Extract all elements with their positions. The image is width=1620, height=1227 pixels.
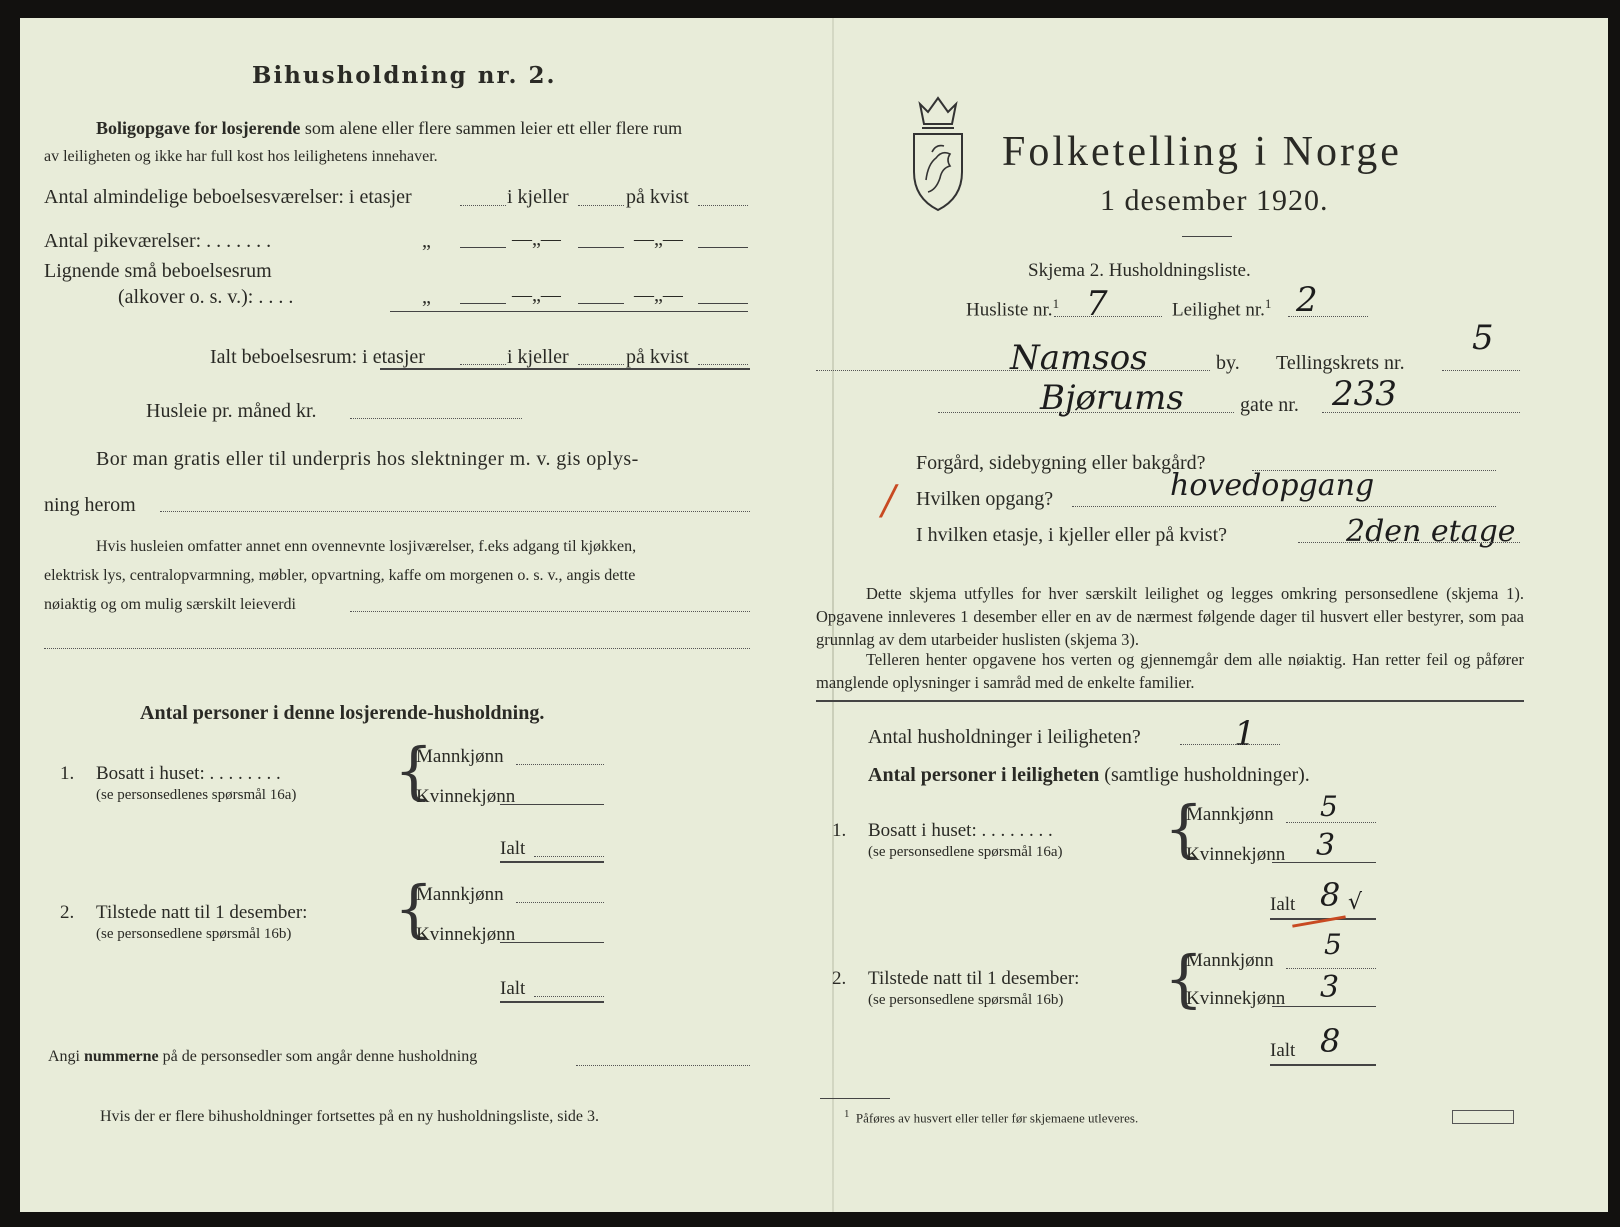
rooms-etasjer-field[interactable] <box>460 205 506 206</box>
etasje-value: 2den etage <box>1346 514 1516 549</box>
right-q2-mann-value: 5 <box>1324 928 1342 961</box>
left-q2-number: 2. <box>60 902 75 923</box>
right-q1-number: 1. <box>832 820 847 841</box>
etasje-label: I hvilken etasje, i kjeller eller på kvist? <box>916 524 1227 546</box>
pike-ditto: „ <box>422 230 431 252</box>
footnote-rule <box>820 1098 890 1099</box>
right-q2-kvinne-value: 3 <box>1320 970 1340 1005</box>
instructions-rule <box>816 700 1524 702</box>
right-q1-ialt-value: 8 <box>1320 876 1341 914</box>
left-q1-brace: { <box>394 734 434 807</box>
rooms-kvist-label: på kvist <box>626 186 689 208</box>
antal-hush-value: 1 <box>1234 714 1256 754</box>
coat-of-arms-icon <box>906 94 970 214</box>
forgard-label: Forgård, sidebygning eller bakgård? <box>916 452 1206 474</box>
lignende-ditto-3: —„— <box>634 284 683 306</box>
right-q2-brace: { <box>1164 942 1204 1015</box>
antal-pers-heading <box>868 764 1310 787</box>
left-footer: Hvis der er flere bihusholdninger fortsettes på en ny husholdningsliste, side 3. <box>100 1108 600 1125</box>
left-q1-number: 1. <box>60 763 75 784</box>
leieverdi-field-2[interactable] <box>44 648 750 649</box>
by-value: Namsos <box>1010 338 1148 378</box>
ialt-kjeller-label: i kjeller <box>507 346 569 368</box>
rooms-kjeller-label: i kjeller <box>507 186 569 208</box>
right-q1-kvinne-value: 3 <box>1316 828 1336 863</box>
husliste-label: Husliste nr.$^1$ <box>966 296 1060 321</box>
instructions-paragraph-1: Dette skjema utfylles for hver særskilt leilighet og legges omkring personsedlene (skjema 1). Opgavene innleveres 1 desember eller en av de nærmest følgende dager til husvert eller bestyrer, som paa grunnlag av dem utarbeider huslisten (skjema 3). <box>816 584 1524 649</box>
left-q2-ialt-field[interactable] <box>534 996 604 997</box>
right-q2-sub: (se personsedlene spørsmål 16b) <box>868 992 1064 1008</box>
rooms-label: Antal almindelige beboelsesværelser: i etasjer <box>44 186 412 208</box>
leilighet-value: 2 <box>1296 280 1318 320</box>
opgang-value: hovedopgang <box>1170 468 1375 503</box>
left-q1-label: Bosatt i huset: . . . . . . . . <box>96 763 281 784</box>
right-q2-mann-label: Mannkjønn <box>1186 950 1274 971</box>
footnote: $^1$ Påføres av husvert eller teller før skjemaene utleveres. <box>844 1108 1139 1126</box>
gate-label: gate nr. <box>1240 394 1299 416</box>
tellingskrets-field[interactable] <box>1442 370 1520 371</box>
right-q1-sum-rule <box>1272 862 1376 863</box>
right-q1-mann-label: Mannkjønn <box>1186 804 1274 825</box>
lignende-ditto-2: —„— <box>512 284 561 306</box>
left-q1-ialt-rule <box>500 861 604 863</box>
lignende-label-2: (alkover o. s. v.): . . . . <box>118 286 294 308</box>
intro-line-2: av leiligheten og ikke har full kost hos leilighetens innehaver. <box>44 148 438 165</box>
lignende-kvist-field[interactable] <box>698 303 748 304</box>
left-q2-mann-field[interactable] <box>516 902 604 903</box>
red-pencil-mark: / <box>882 478 896 524</box>
intro-line-1 <box>96 118 682 139</box>
rooms-kvist-field[interactable] <box>698 205 748 206</box>
gratis-line-2: ning herom <box>44 494 136 516</box>
left-q2-label: Tilstede natt til 1 desember: <box>96 902 308 923</box>
left-q1-sub: (se personsedlenes spørsmål 16a) <box>96 787 297 803</box>
leilighet-field[interactable] <box>1288 316 1368 317</box>
right-q1-mann-value: 5 <box>1320 790 1338 823</box>
ialt-kvist-label: på kvist <box>626 346 689 368</box>
pike-etasjer-field[interactable] <box>460 247 506 248</box>
antal-pers-bold: Antal personer i leiligheten <box>868 764 1100 786</box>
hvis-line-1: Hvis husleien omfatter annet enn ovennevnte losjiværelser, f.eks adgang til kjøkken, <box>96 538 637 555</box>
angi-pre: Angi <box>48 1048 80 1065</box>
angi-bold: nummerne <box>84 1048 159 1065</box>
instructions-paragraph-2: Telleren henter opgavene hos verten og gjennemgår dem alle nøiaktig. Han retter feil og påfører manglende oplysninger i samråd med de enkelte familier. <box>816 650 1524 692</box>
etasje-field[interactable] <box>1298 542 1520 543</box>
title-rule <box>1182 236 1232 237</box>
by-label: by. <box>1216 352 1240 374</box>
hvis-line-3: nøiaktig og om mulig særskilt leieverdi <box>44 596 296 613</box>
leilighet-label: Leilighet nr.$^1$ <box>1172 296 1272 321</box>
right-q2-label: Tilstede natt til 1 desember: <box>868 968 1080 989</box>
left-q2-kvinne-label: Kvinnekjønn <box>416 924 516 945</box>
pike-label: Antal pikeværelser: . . . . . . . <box>44 230 272 252</box>
right-q2-sum-rule <box>1272 1006 1376 1007</box>
angi-post: på de personsedler som angår denne husholdning <box>162 1048 478 1065</box>
ialt-rule <box>380 368 750 370</box>
left-antal-heading: Antal personer i denne losjerende-husholdning. <box>140 702 545 724</box>
ialt-kjeller-field[interactable] <box>578 364 624 365</box>
lignende-etasjer-field[interactable] <box>460 303 506 304</box>
left-q1-ialt-label: Ialt <box>500 838 526 859</box>
pike-kjeller-field[interactable] <box>578 247 624 248</box>
left-q1-mann-field[interactable] <box>516 764 604 765</box>
pike-kvist-field[interactable] <box>698 247 748 248</box>
opgang-label: Hvilken opgang? <box>916 488 1054 510</box>
lignende-ditto: „ <box>422 286 431 308</box>
form-title: Folketelling i Norge <box>1002 129 1402 175</box>
pike-ditto-2: —„— <box>512 228 561 250</box>
lignende-label-1: Lignende små beboelsesrum <box>44 260 272 282</box>
gate-nr-field[interactable] <box>1322 412 1520 413</box>
right-q2-mann-field[interactable] <box>1286 968 1376 969</box>
angi-field[interactable] <box>576 1065 750 1066</box>
gratis-line-1: Bor man gratis eller til underpris hos slektninger m. v. gis oplys- <box>96 448 639 470</box>
gate-nr-value: 233 <box>1332 374 1397 414</box>
left-heading: Bihusholdning nr. 2. <box>252 62 557 89</box>
by-field[interactable] <box>816 370 1210 371</box>
leieverdi-field[interactable] <box>350 611 750 612</box>
intro-rest: som alene eller flere sammen leier ett eller flere rum <box>304 118 683 138</box>
antal-hush-label: Antal husholdninger i leiligheten? <box>868 726 1141 748</box>
intro-bold: Boligopgave for losjerende <box>96 118 301 138</box>
ialt-etasjer-field[interactable] <box>460 364 506 365</box>
left-q2-ialt-rule <box>500 1001 604 1003</box>
left-q2-ialt-label: Ialt <box>500 978 526 999</box>
husliste-field[interactable] <box>1054 316 1162 317</box>
husleie-field[interactable] <box>350 418 522 419</box>
right-q1-brace: { <box>1164 792 1204 865</box>
right-q2-ialt-rule <box>1270 1064 1376 1066</box>
right-q1-check-mark: √ <box>1348 890 1363 915</box>
hvis-line-2: elektrisk lys, centralopvarmning, møbler, opvartning, kaffe om morgenen o. s. v., angis dette <box>44 567 636 584</box>
left-q2-brace: { <box>394 872 434 945</box>
husleie-label: Husleie pr. måned kr. <box>146 400 317 422</box>
right-q2-number: 2. <box>832 968 847 989</box>
right-q1-mann-field[interactable] <box>1286 822 1376 823</box>
form-date: 1 desember 1920. <box>1100 184 1329 217</box>
opgang-field[interactable] <box>1072 506 1496 507</box>
right-q1-sub: (se personsedlene spørsmål 16a) <box>868 844 1063 860</box>
left-q2-sum-rule <box>500 942 604 943</box>
lignende-kjeller-field[interactable] <box>578 303 624 304</box>
lignende-sum-rule <box>390 311 748 312</box>
right-q1-kvinne-label: Kvinnekjønn <box>1186 844 1286 865</box>
right-q2-kvinne-label: Kvinnekjønn <box>1186 988 1286 1009</box>
right-q2-ialt-value: 8 <box>1320 1022 1341 1060</box>
antal-pers-rest: (samtlige husholdninger). <box>1104 764 1310 786</box>
angi-line <box>48 1048 477 1066</box>
pike-ditto-3: —„— <box>634 228 683 250</box>
husliste-value: 7 <box>1086 284 1108 324</box>
left-q2-sub: (se personsedlene spørsmål 16b) <box>96 926 292 942</box>
tellingskrets-label: Tellingskrets nr. <box>1276 352 1405 374</box>
right-q1-label: Bosatt i huset: . . . . . . . . <box>868 820 1053 841</box>
left-q1-mann-label: Mannkjønn <box>416 746 504 767</box>
left-q1-sum-rule <box>500 804 604 805</box>
ialt-kvist-field[interactable] <box>698 364 748 365</box>
right-q1-ialt-label: Ialt <box>1270 894 1296 915</box>
right-q2-ialt-label: Ialt <box>1270 1040 1296 1061</box>
rooms-kjeller-field[interactable] <box>578 205 624 206</box>
left-q1-kvinne-label: Kvinnekjønn <box>416 786 516 807</box>
gratis-field[interactable] <box>160 511 750 512</box>
skjema-label: Skjema 2. Husholdningsliste. <box>1028 260 1251 281</box>
left-q2-mann-label: Mannkjønn <box>416 884 504 905</box>
printer-stamp <box>1452 1110 1514 1124</box>
tellingskrets-value: 5 <box>1472 318 1494 358</box>
census-form-sheet <box>20 18 1608 1212</box>
antal-hush-field[interactable] <box>1180 744 1280 745</box>
ialt-rooms-label: Ialt beboelsesrum: i etasjer <box>210 346 425 368</box>
gate-field[interactable] <box>938 412 1234 413</box>
left-q1-ialt-field[interactable] <box>534 856 604 857</box>
gate-value: Bjørums <box>1040 378 1184 418</box>
